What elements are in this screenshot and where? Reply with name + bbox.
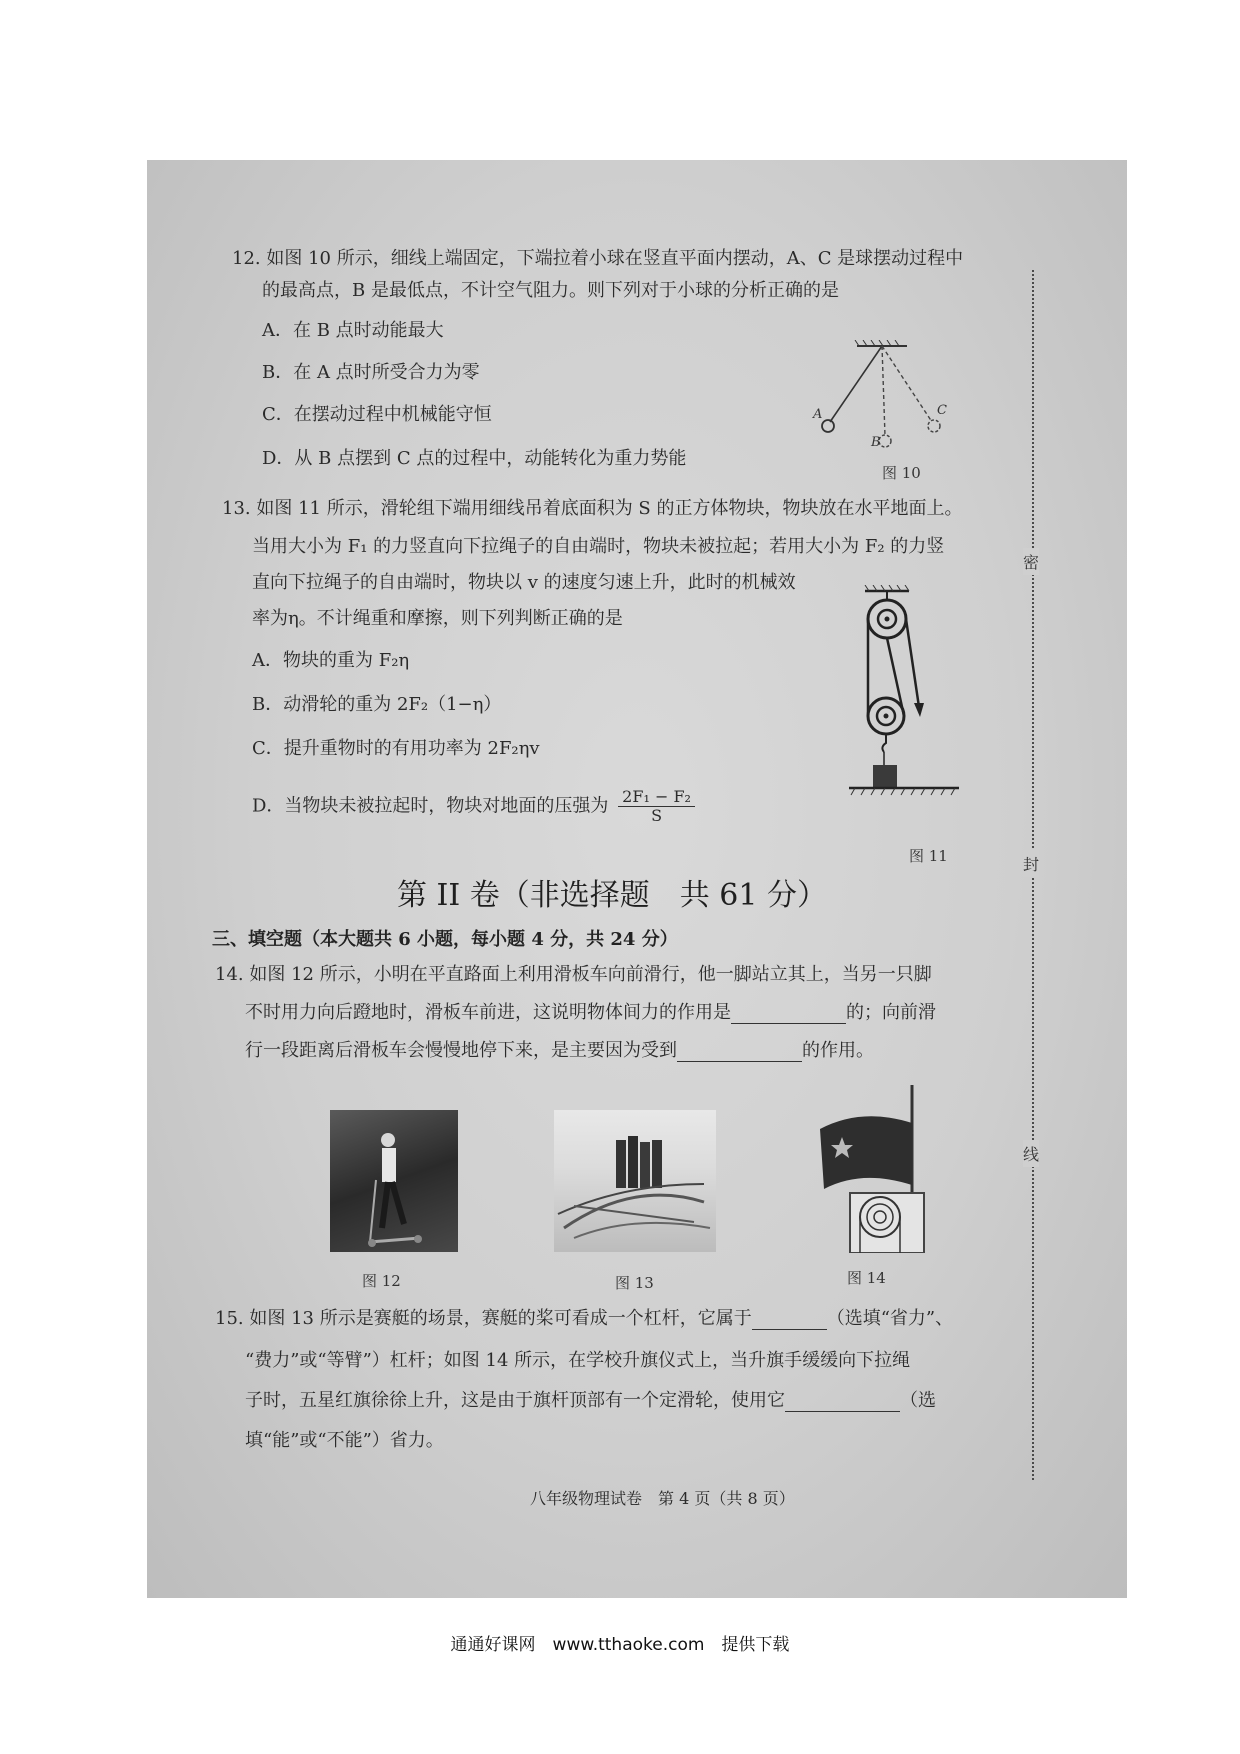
point-c-label: C: [937, 403, 947, 418]
q14-line3-text: 行一段距离后滑板车会慢慢地停下来，是主要因为受到: [245, 1040, 677, 1061]
q12-option-d: D．从 B 点摆到 C 点的过程中，动能转化为重力势能: [262, 448, 687, 469]
rowing-photo: [554, 1110, 716, 1252]
binding-word-close: 封: [1023, 850, 1039, 877]
part2-title: 第 II 卷（非选择题 共 61 分）: [397, 878, 828, 913]
q14-blank-1[interactable]: [731, 1005, 846, 1024]
q14-line1: 14. 如图 12 所示，小明在平直路面上利用滑板车向前滑行，他一脚站立其上，当另一只脚: [215, 964, 932, 985]
scooter-photo: [330, 1110, 458, 1252]
fig14-caption: 图 14: [847, 1269, 886, 1287]
fig13-caption: 图 13: [615, 1274, 654, 1292]
q14-line3: [245, 1040, 874, 1062]
pressure-fraction: [618, 788, 695, 825]
page-footer: 八年级物理试卷 第 4 页（共 8 页）: [530, 1489, 795, 1508]
q14-line3-tail: 的作用。: [802, 1040, 874, 1061]
flag-pulley-photo: [812, 1085, 940, 1253]
q13-option-d-text: D．当物块未被拉起时，物块对地面的压强为: [252, 795, 609, 817]
fraction-denominator: S: [651, 806, 663, 825]
q15-blank-1[interactable]: [752, 1311, 827, 1330]
q14-blank-2[interactable]: [677, 1043, 802, 1062]
q13-stem-line2: 当用大小为 F₁ 的力竖直向下拉绳子的自由端时，物块未被拉起；若用大小为 F₂ 的力竖: [252, 536, 945, 557]
binding-word-seal: 密: [1023, 548, 1039, 575]
q12-option-b: B．在 A 点时所受合力为零: [262, 362, 480, 383]
q13-option-a: A．物块的重为 F₂η: [252, 650, 410, 671]
pulley-figure: [847, 585, 977, 800]
q14-line2-text: 不时用力向后蹬地时，滑板车前进，这说明物体间力的作用是: [245, 1002, 731, 1023]
pendulum-figure: [807, 340, 947, 460]
q12-option-a: A．在 B 点时动能最大: [262, 320, 444, 341]
q13-option-d: [252, 788, 695, 825]
binding-word-line: 线: [1023, 1140, 1039, 1167]
q12-stem-line2: 的最高点，B 是最低点，不计空气阻力。则下列对于小球的分析正确的是: [262, 280, 839, 301]
site-footer: 通通好课网 www.tthaoke.com 提供下载: [450, 1635, 790, 1655]
q15-line1-tail: （选填“省力”、: [826, 1308, 954, 1329]
q15-line1-text: 15. 如图 13 所示是赛艇的场景，赛艇的桨可看成一个杠杆，它属于: [215, 1308, 752, 1329]
q13-stem-line4: 率为η。不计绳重和摩擦，则下列判断正确的是: [252, 608, 623, 629]
exam-photo: [147, 160, 1127, 1598]
q13-option-b: B．动滑轮的重为 2F₂（1−η）: [252, 694, 502, 715]
q15-line1: [215, 1308, 953, 1330]
q15-line4: 填“能”或“不能”）省力。: [245, 1430, 444, 1451]
q13-stem-line3: 直向下拉绳子的自由端时，物块以 v 的速度匀速上升，此时的机械效: [252, 572, 796, 593]
fig10-caption: 图 10: [882, 464, 921, 482]
q15-line3-text: 子时，五星红旗徐徐上升，这是由于旗杆顶部有一个定滑轮，使用它: [245, 1390, 785, 1411]
q13-stem-line1: 13. 如图 11 所示，滑轮组下端用细线吊着底面积为 S 的正方体物块，物块放在水平地面上。: [222, 498, 963, 519]
q15-line2: “费力”或“等臂”）杠杆；如图 14 所示，在学校升旗仪式上，当升旗手缓缓向下拉绳: [245, 1350, 911, 1371]
q13-option-c: C．提升重物时的有用功率为 2F₂ηv: [252, 738, 540, 759]
fig11-caption: 图 11: [909, 847, 948, 865]
q12-stem-line1: 12. 如图 10 所示，细线上端固定，下端拉着小球在竖直平面内摆动，A、C 是球摆动过程中: [232, 248, 964, 269]
q15-line3: [245, 1390, 936, 1412]
fraction-numerator: 2F₁ − F₂: [618, 788, 695, 807]
fig12-caption: 图 12: [362, 1272, 401, 1290]
q15-line3-tail: （选: [900, 1390, 936, 1411]
point-a-label: A: [813, 407, 823, 422]
q12-option-c: C．在摆动过程中机械能守恒: [262, 404, 492, 425]
section3-title: 三、填空题（本大题共 6 小题，每小题 4 分，共 24 分）: [212, 929, 678, 950]
q14-line2: [245, 1002, 936, 1024]
q15-blank-2[interactable]: [785, 1393, 900, 1412]
q14-line2-tail: 的；向前滑: [846, 1002, 936, 1023]
point-b-label: B: [871, 435, 881, 450]
